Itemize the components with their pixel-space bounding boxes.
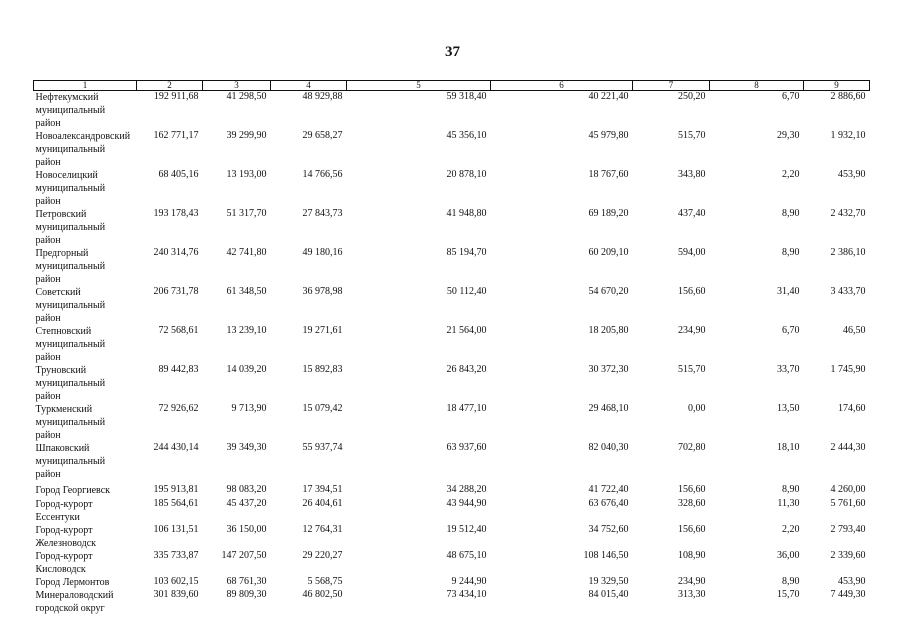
row-name-cell: Город-курорт Железноводск bbox=[35, 525, 96, 549]
column-header: 4 bbox=[271, 81, 347, 91]
value-cell: 46,50 bbox=[843, 325, 866, 336]
value-cell: 48 675,10 bbox=[446, 550, 487, 561]
value-cell: 5 761,60 bbox=[830, 498, 866, 509]
value-cell: 29 220,27 bbox=[302, 550, 343, 561]
value-cell: 147 207,50 bbox=[221, 550, 267, 561]
value-cell: 3 433,70 bbox=[830, 286, 866, 297]
value-cell: 34 752,60 bbox=[588, 524, 629, 535]
value-cell: 18,10 bbox=[777, 442, 800, 453]
value-cell: 36 978,98 bbox=[302, 286, 343, 297]
table-row bbox=[34, 247, 870, 286]
row-name-cell: Степновский муниципальный район bbox=[35, 326, 106, 363]
value-cell: 8,90 bbox=[782, 576, 800, 587]
value-cell: 13,50 bbox=[777, 403, 800, 414]
row-name-cell: Новоалександровский муниципальный район bbox=[35, 131, 131, 168]
value-cell: 8,90 bbox=[782, 247, 800, 258]
value-cell: 2 444,30 bbox=[830, 442, 866, 453]
value-cell: 515,70 bbox=[678, 364, 706, 375]
row-name-cell: Советский муниципальный район bbox=[35, 287, 106, 324]
value-cell: 156,60 bbox=[678, 484, 706, 495]
column-header: 8 bbox=[710, 81, 804, 91]
table-row bbox=[34, 442, 870, 484]
value-cell: 515,70 bbox=[678, 130, 706, 141]
value-cell: 2 886,60 bbox=[830, 91, 866, 102]
value-cell: 72 926,62 bbox=[158, 403, 199, 414]
value-cell: 45 979,80 bbox=[588, 130, 629, 141]
row-name-cell: Труновский муниципальный район bbox=[35, 365, 106, 402]
value-cell: 6,70 bbox=[782, 91, 800, 102]
value-cell: 63 937,60 bbox=[446, 442, 487, 453]
value-cell: 30 372,30 bbox=[588, 364, 629, 375]
value-cell: 19 512,40 bbox=[446, 524, 487, 535]
value-cell: 61 348,50 bbox=[226, 286, 267, 297]
value-cell: 68 761,30 bbox=[226, 576, 267, 587]
value-cell: 301 839,60 bbox=[153, 589, 199, 600]
value-cell: 46 802,50 bbox=[302, 589, 343, 600]
value-cell: 206 731,78 bbox=[153, 286, 199, 297]
value-cell: 63 676,40 bbox=[588, 498, 629, 509]
row-name-cell: Минераловодский городской округ bbox=[35, 590, 114, 614]
value-cell: 174,60 bbox=[838, 403, 866, 414]
value-cell: 2 793,40 bbox=[830, 524, 866, 535]
value-cell: 437,40 bbox=[678, 208, 706, 219]
value-cell: 26 404,61 bbox=[302, 498, 343, 509]
value-cell: 5 568,75 bbox=[307, 576, 343, 587]
column-header: 2 bbox=[137, 81, 203, 91]
value-cell: 8,90 bbox=[782, 208, 800, 219]
row-name-cell: Нефтекумский муниципальный район bbox=[35, 92, 106, 129]
value-cell: 13 239,10 bbox=[226, 325, 267, 336]
value-cell: 250,20 bbox=[678, 91, 706, 102]
value-cell: 103 602,15 bbox=[153, 576, 199, 587]
data-table bbox=[33, 80, 870, 615]
column-header: 1 bbox=[34, 81, 137, 91]
value-cell: 335 733,87 bbox=[153, 550, 199, 561]
value-cell: 40 221,40 bbox=[588, 91, 629, 102]
value-cell: 85 194,70 bbox=[446, 247, 487, 258]
value-cell: 20 878,10 bbox=[446, 169, 487, 180]
value-cell: 41 722,40 bbox=[588, 484, 629, 495]
value-cell: 29,30 bbox=[777, 130, 800, 141]
value-cell: 68 405,16 bbox=[158, 169, 199, 180]
value-cell: 9 244,90 bbox=[451, 576, 487, 587]
value-cell: 54 670,20 bbox=[588, 286, 629, 297]
value-cell: 240 314,76 bbox=[153, 247, 199, 258]
value-cell: 234,90 bbox=[678, 325, 706, 336]
value-cell: 343,80 bbox=[678, 169, 706, 180]
value-cell: 50 112,40 bbox=[446, 286, 487, 297]
value-cell: 15 079,42 bbox=[302, 403, 343, 414]
value-cell: 19 329,50 bbox=[588, 576, 629, 587]
table-row bbox=[34, 208, 870, 247]
row-name-cell: Шпаковский муниципальный район bbox=[35, 443, 106, 480]
value-cell: 33,70 bbox=[777, 364, 800, 375]
value-cell: 17 394,51 bbox=[302, 484, 343, 495]
table-row bbox=[34, 130, 870, 169]
column-header: 6 bbox=[491, 81, 633, 91]
table-row bbox=[34, 524, 870, 550]
value-cell: 36 150,00 bbox=[226, 524, 267, 535]
header-row bbox=[34, 81, 870, 91]
value-cell: 1 932,10 bbox=[830, 130, 866, 141]
value-cell: 34 288,20 bbox=[446, 484, 487, 495]
value-cell: 15 892,83 bbox=[302, 364, 343, 375]
value-cell: 43 944,90 bbox=[446, 498, 487, 509]
row-name-cell: Туркменский муниципальный район bbox=[35, 404, 106, 441]
table-row bbox=[34, 576, 870, 589]
value-cell: 106 131,51 bbox=[153, 524, 199, 535]
value-cell: 2 386,10 bbox=[830, 247, 866, 258]
value-cell: 185 564,61 bbox=[153, 498, 199, 509]
row-name-cell: Город Георгиевск bbox=[35, 485, 111, 496]
value-cell: 453,90 bbox=[838, 169, 866, 180]
value-cell: 39 299,90 bbox=[226, 130, 267, 141]
column-header: 5 bbox=[347, 81, 491, 91]
value-cell: 69 189,20 bbox=[588, 208, 629, 219]
value-cell: 29 468,10 bbox=[588, 403, 629, 414]
value-cell: 2 339,60 bbox=[830, 550, 866, 561]
value-cell: 702,80 bbox=[678, 442, 706, 453]
value-cell: 192 911,68 bbox=[153, 91, 199, 102]
value-cell: 7 449,30 bbox=[830, 589, 866, 600]
value-cell: 41 298,50 bbox=[226, 91, 267, 102]
column-header: 9 bbox=[804, 81, 870, 91]
value-cell: 82 040,30 bbox=[588, 442, 629, 453]
value-cell: 89 442,83 bbox=[158, 364, 199, 375]
value-cell: 193 178,43 bbox=[153, 208, 199, 219]
value-cell: 12 764,31 bbox=[302, 524, 343, 535]
table-row bbox=[34, 498, 870, 524]
value-cell: 18 767,60 bbox=[588, 169, 629, 180]
value-cell: 29 658,27 bbox=[302, 130, 343, 141]
value-cell: 14 039,20 bbox=[226, 364, 267, 375]
table-row bbox=[34, 364, 870, 403]
value-cell: 26 843,20 bbox=[446, 364, 487, 375]
table-row bbox=[34, 550, 870, 576]
value-cell: 19 271,61 bbox=[302, 325, 343, 336]
value-cell: 108,90 bbox=[678, 550, 706, 561]
table-row bbox=[34, 91, 870, 131]
value-cell: 39 349,30 bbox=[226, 442, 267, 453]
value-cell: 0,00 bbox=[688, 403, 706, 414]
table-row bbox=[34, 286, 870, 325]
value-cell: 1 745,90 bbox=[830, 364, 866, 375]
value-cell: 55 937,74 bbox=[302, 442, 343, 453]
value-cell: 328,60 bbox=[678, 498, 706, 509]
value-cell: 9 713,90 bbox=[231, 403, 267, 414]
value-cell: 73 434,10 bbox=[446, 589, 487, 600]
value-cell: 2,20 bbox=[782, 524, 800, 535]
value-cell: 453,90 bbox=[838, 576, 866, 587]
value-cell: 48 929,88 bbox=[302, 91, 343, 102]
value-cell: 42 741,80 bbox=[226, 247, 267, 258]
value-cell: 195 913,81 bbox=[153, 484, 199, 495]
value-cell: 13 193,00 bbox=[226, 169, 267, 180]
value-cell: 45 437,20 bbox=[226, 498, 267, 509]
value-cell: 45 356,10 bbox=[446, 130, 487, 141]
table-row bbox=[34, 169, 870, 208]
row-name-cell: Петровский муниципальный район bbox=[35, 209, 106, 246]
value-cell: 234,90 bbox=[678, 576, 706, 587]
value-cell: 2 432,70 bbox=[830, 208, 866, 219]
value-cell: 4 260,00 bbox=[830, 484, 866, 495]
row-name-cell: Предгорный муниципальный район bbox=[35, 248, 106, 285]
value-cell: 156,60 bbox=[678, 286, 706, 297]
value-cell: 244 430,14 bbox=[153, 442, 199, 453]
value-cell: 98 083,20 bbox=[226, 484, 267, 495]
value-cell: 6,70 bbox=[782, 325, 800, 336]
value-cell: 21 564,00 bbox=[446, 325, 487, 336]
table-row bbox=[34, 325, 870, 364]
value-cell: 49 180,16 bbox=[302, 247, 343, 258]
value-cell: 60 209,10 bbox=[588, 247, 629, 258]
value-cell: 51 317,70 bbox=[226, 208, 267, 219]
value-cell: 2,20 bbox=[782, 169, 800, 180]
value-cell: 11,30 bbox=[777, 498, 800, 509]
value-cell: 41 948,80 bbox=[446, 208, 487, 219]
value-cell: 594,00 bbox=[678, 247, 706, 258]
value-cell: 18 205,80 bbox=[588, 325, 629, 336]
row-name-cell: Новоселицкий муниципальный район bbox=[35, 170, 106, 207]
value-cell: 27 843,73 bbox=[302, 208, 343, 219]
table-row bbox=[34, 589, 870, 615]
table-row bbox=[34, 403, 870, 442]
value-cell: 18 477,10 bbox=[446, 403, 487, 414]
column-header: 7 bbox=[633, 81, 710, 91]
table-row bbox=[34, 484, 870, 498]
value-cell: 313,30 bbox=[678, 589, 706, 600]
column-header: 3 bbox=[203, 81, 271, 91]
value-cell: 84 015,40 bbox=[588, 589, 629, 600]
value-cell: 36,00 bbox=[777, 550, 800, 561]
value-cell: 15,70 bbox=[777, 589, 800, 600]
value-cell: 72 568,61 bbox=[158, 325, 199, 336]
page-number: 37 bbox=[445, 44, 460, 60]
value-cell: 108 146,50 bbox=[583, 550, 629, 561]
row-name-cell: Город Лермонтов bbox=[35, 577, 110, 588]
value-cell: 59 318,40 bbox=[446, 91, 487, 102]
value-cell: 156,60 bbox=[678, 524, 706, 535]
value-cell: 89 809,30 bbox=[226, 589, 267, 600]
value-cell: 31,40 bbox=[777, 286, 800, 297]
value-cell: 162 771,17 bbox=[153, 130, 199, 141]
row-name-cell: Город-курорт Ессентуки bbox=[35, 499, 93, 523]
value-cell: 8,90 bbox=[782, 484, 800, 495]
value-cell: 14 766,56 bbox=[302, 169, 343, 180]
row-name-cell: Город-курорт Кисловодск bbox=[35, 551, 93, 575]
